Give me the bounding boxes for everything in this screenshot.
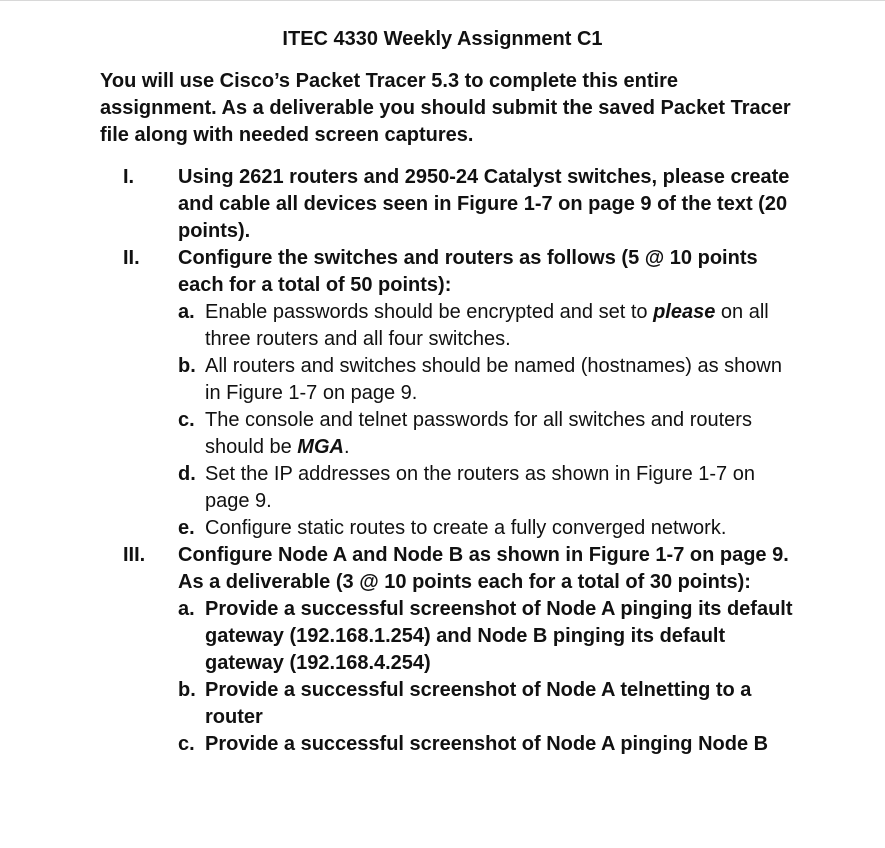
password-mga: MGA	[297, 436, 344, 458]
document-title: ITEC 4330 Weekly Assignment C1	[282, 28, 603, 50]
section-3-item-c	[0, 731, 885, 758]
item-c-text-pre: The console and telnet passwords for all switches and routers should be	[205, 409, 752, 458]
section-2-item-d-letter: d.	[178, 463, 196, 485]
section-2-item-e	[0, 515, 885, 542]
section-3-numeral: III.	[123, 544, 146, 566]
section-2	[0, 245, 885, 299]
section-3-item-a	[0, 596, 885, 677]
section-3-item-a-letter: a.	[178, 598, 195, 620]
section-3-text: Configure Node A and Node B as shown in Figure 1-7 on page 9. As a deliverable (3 @ 10 points each for a total of 30 points):	[178, 544, 789, 593]
section-1-numeral: I.	[123, 166, 135, 188]
section-3-item-b	[0, 677, 885, 731]
section-3-item-a-text: Provide a successful screenshot of Node A pinging its default gateway (192.168.1.254) and Node B pinging its default gateway (192.168.4.254)	[205, 598, 793, 674]
item-a-text-pre: Enable passwords should be encrypted and set to	[205, 301, 654, 323]
section-2-item-c-text	[205, 407, 795, 461]
section-2-item-b-text: All routers and switches should be named (hostnames) as shown in Figure 1-7 on page 9.	[205, 355, 782, 404]
section-3-item-b-letter: b.	[178, 679, 196, 701]
section-2-item-a	[0, 299, 885, 353]
section-2-item-e-text: Configure static routes to create a fully converged network.	[205, 517, 727, 539]
assignment-list	[0, 164, 885, 758]
section-2-item-d-text: Set the IP addresses on the routers as shown in Figure 1-7 on page 9.	[205, 463, 755, 512]
section-3-item-c-letter: c.	[178, 733, 195, 755]
section-3-item-b-text: Provide a successful screenshot of Node A telnetting to a router	[205, 679, 752, 728]
password-please: please	[653, 301, 716, 323]
section-2-item-b-letter: b.	[178, 355, 196, 377]
intro-paragraph: You will use Cisco’s Packet Tracer 5.3 to complete this entire assignment. As a deliverable you should submit the saved Packet Tracer file along with needed screen captures.	[100, 70, 791, 146]
item-c-text-post: .	[343, 436, 350, 458]
top-border	[0, 0, 885, 1]
section-2-item-c	[0, 407, 885, 461]
section-2-item-c-letter: c.	[178, 409, 195, 431]
section-2-numeral: II.	[123, 247, 140, 269]
section-2-item-a-text	[205, 299, 795, 353]
section-3	[0, 542, 885, 596]
section-2-item-b	[0, 353, 885, 407]
section-2-item-e-letter: e.	[178, 517, 195, 539]
item-a-text-post: on all three routers and all four switches.	[205, 301, 769, 350]
section-1	[0, 164, 885, 245]
section-2-item-d	[0, 461, 885, 515]
section-2-text: Configure the switches and routers as follows (5 @ 10 points each for a total of 50 points):	[178, 247, 758, 296]
section-2-item-a-letter: a.	[178, 301, 195, 323]
section-3-item-c-text: Provide a successful screenshot of Node A pinging Node B	[205, 733, 769, 755]
section-1-text: Using 2621 routers and 2950-24 Catalyst switches, please create and cable all devices seen in Figure 1-7 on page 9 of the text (20 points).	[178, 166, 790, 242]
